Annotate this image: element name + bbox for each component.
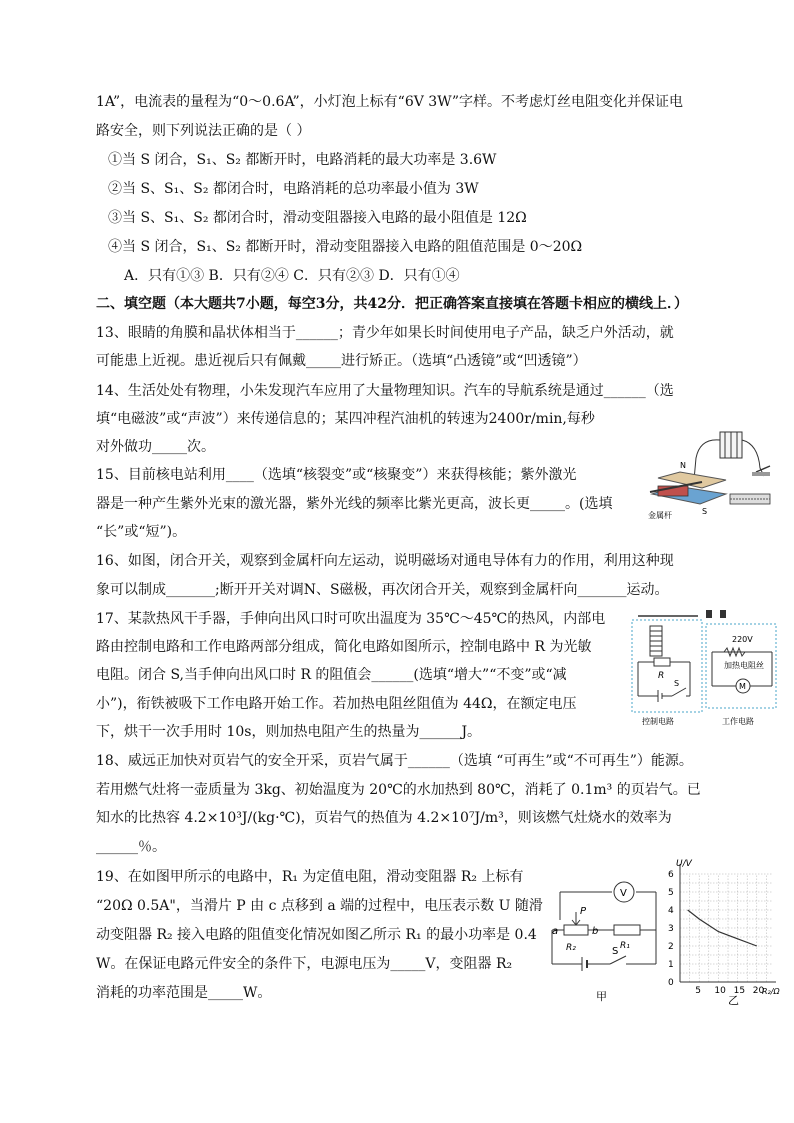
caption-jia: 甲 bbox=[596, 990, 607, 1003]
q12-line2: 路安全，则下列说法正确的是（ ） bbox=[96, 123, 311, 139]
q15-line2: 器是一种产生紫外光束的激光器，紫外光线的频率比紫光更高，波长更_____。(选填 bbox=[96, 496, 613, 512]
work-circuit-label: 工作电路 bbox=[722, 717, 754, 726]
switch-lever bbox=[756, 466, 770, 472]
q19-line4: W。在保证电路元件安全的条件下，电源电压为_____V，变阻器 R₂ bbox=[96, 956, 513, 972]
q18-line4: ______％。 bbox=[96, 839, 166, 855]
rheostat-r2 bbox=[564, 925, 588, 935]
q13-line2: 可能患上近视。患近视后只有佩戴_____进行矫正。（选填“凸透镜”或“凹透镜”） bbox=[96, 353, 587, 369]
q15-line3: “长”或“短”)。 bbox=[96, 524, 187, 540]
y-tick-label: 3 bbox=[668, 924, 674, 934]
y-tick-label: 5 bbox=[668, 888, 674, 898]
q17-line5: 下，烘干一次手用时 10s，则加热电阻产生的热量为______J。 bbox=[96, 724, 482, 740]
switch-s-label-19: S bbox=[612, 946, 619, 957]
q12-choices: A．只有①③ B．只有②④ C．只有②③ D．只有①④ bbox=[124, 268, 460, 284]
slider-p-label: P bbox=[580, 906, 587, 917]
y-tick-label: 1 bbox=[668, 960, 674, 970]
x-tick-label: 15 bbox=[733, 986, 746, 996]
magnet-s-label: S bbox=[702, 507, 708, 516]
q17-line1: 17、某款热风干手器，手伸向出风口时可吹出温度为 35℃～45℃的热风，内部电 bbox=[96, 611, 606, 627]
q14-line2: 填“电磁波”或“声波”）来传递信息的；某四冲程汽油机的转速为2400r/min,每秒 bbox=[96, 411, 595, 427]
q19-line2: “20Ω 0.5A"，当滑片 P 由 c 点移到 a 端的过程中，电压表示数 U 随滑 bbox=[96, 898, 543, 914]
q12-option-4: ④当 S 闭合，S₁、S₂ 都断开时，滑动变阻器接入电路的阻值范围是 0～20Ω bbox=[108, 239, 583, 255]
switch-s-label: S bbox=[674, 679, 680, 688]
x-tick-label: 5 bbox=[695, 986, 701, 996]
resistor-r-label: R bbox=[658, 671, 665, 681]
y-tick-label: 4 bbox=[668, 906, 674, 916]
y-tick-label: 2 bbox=[668, 942, 674, 952]
q12-option-3: ③当 S、S₁、S₂ 都闭合时，滑动变阻器接入电路的最小阻值是 12Ω bbox=[108, 210, 527, 226]
q19-line5: 消耗的功率范围是_____W。 bbox=[96, 985, 272, 1001]
circuit-figure-jia bbox=[548, 872, 668, 1004]
section-heading: 二、填空题（本大题共7小题，每空3分，共42分．把正确答案直接填在答题卡相应的横线上．） bbox=[96, 296, 688, 312]
y-axis-label: U/V bbox=[676, 859, 692, 869]
q18-line1: 18、威远正加快对页岩气的安全开采，页岩气属于______（选填 “可再生”或“不可再生”）能源。 bbox=[96, 753, 693, 769]
q12-option-1: ①当 S 闭合，S₁、S₂ 都断开时，电路消耗的最大功率是 3.6W bbox=[108, 152, 497, 168]
voltmeter-label: V bbox=[620, 888, 627, 899]
q14-line1: 14、生活处处有物理，小朱发现汽车应用了大量物理知识。汽车的导航系统是通过______（选 bbox=[96, 383, 674, 399]
electromagnet-apparatus-figure bbox=[640, 428, 776, 524]
graph-grid bbox=[680, 874, 772, 982]
q14-line3: 对外做功_____次。 bbox=[96, 439, 215, 455]
q17-line2: 路由控制电路和工作电路两部分组成，简化电路如图所示，控制电路中 R 为光敏 bbox=[96, 639, 592, 655]
u-r2-graph-yi bbox=[656, 858, 788, 1006]
q17-line3: 电阻。闭合 S,当手伸向出风口时 R 的阻值会______(选填“增大”“不变”或“减 bbox=[96, 667, 567, 683]
end-b-label: b bbox=[592, 926, 599, 937]
caption-yi: 乙 bbox=[728, 994, 739, 1006]
x-tick-label: 20 bbox=[752, 986, 765, 996]
end-a-label: a bbox=[552, 926, 559, 937]
x-axis-label: R₂/Ω bbox=[762, 987, 780, 996]
q15-line1: 15、目前核电站利用____（选填“核裂变”或“核聚变”）来获得核能；紫外激光 bbox=[96, 467, 577, 483]
wire-left bbox=[694, 440, 720, 480]
metal-rod-label: 金属杆 bbox=[648, 511, 672, 520]
control-circuit-label: 控制电路 bbox=[642, 717, 674, 726]
x-tick-label: 10 bbox=[714, 986, 726, 996]
y-tick-label: 6 bbox=[668, 870, 674, 880]
photo-resistor bbox=[654, 658, 670, 666]
r1-label: R₁ bbox=[620, 941, 630, 951]
voltage-label: 220V bbox=[732, 635, 753, 644]
q19-line1: 19、在如图甲所示的电路中，R₁ 为定值电阻，滑动变阻器 R₂ 上标有 bbox=[96, 869, 524, 885]
resistor-r1 bbox=[614, 925, 640, 935]
magnet-n-label: N bbox=[680, 461, 686, 470]
q18-line3: 知水的比热容 4.2×10³J/(kg·℃)，页岩气的热值为 4.2×10⁷J/m³，则该燃气灶烧水的效率为 bbox=[96, 810, 672, 826]
q18-line2: 若用燃气灶将一壶质量为 3kg、初始温度为 20℃的水加热到 80℃，消耗了 0.1m³ 的页岩气。已 bbox=[96, 782, 701, 798]
switch-base bbox=[752, 472, 770, 476]
q19-line3: 动变阻器 R₂ 接入电路的阻值变化情况如图乙所示 R₁ 的最小功率是 0.4 bbox=[96, 927, 537, 943]
switch-s bbox=[610, 956, 626, 964]
q17-line4: 小”)，衔铁被吸下工作电路开始工作。若加热电阻丝阻值为 44Ω，在额定电压 bbox=[96, 696, 577, 712]
q12-line1: 1A”，电流表的量程为“0～0.6A”，小灯泡上标有“6V 3W”字样。不考虑灯丝电阻变化并保证电 bbox=[96, 94, 683, 110]
heater-label: 加热电阻丝 bbox=[724, 661, 764, 670]
dryer-circuit-figure bbox=[628, 606, 780, 730]
y-tick-label: 0 bbox=[668, 978, 674, 988]
q16-line2: 象可以制成_______;断开开关对调N、S磁极，再次闭合开关，观察到金属杆向_______运动。 bbox=[96, 582, 669, 598]
motor-label: M bbox=[739, 682, 746, 691]
r2-label: R₂ bbox=[566, 943, 576, 953]
q12-option-2: ②当 S、S₁、S₂ 都闭合时，电路消耗的总功率最小值为 3W bbox=[108, 181, 479, 197]
slider-p bbox=[572, 912, 580, 925]
q13-line1: 13、眼睛的角膜和晶状体相当于______；青少年如果长时间使用电子产品，缺乏户外活动，就 bbox=[96, 325, 674, 341]
q16-line1: 16、如图，闭合开关，观察到金属杆向左运动，说明磁场对通电导体有力的作用，利用这种现 bbox=[96, 553, 674, 569]
